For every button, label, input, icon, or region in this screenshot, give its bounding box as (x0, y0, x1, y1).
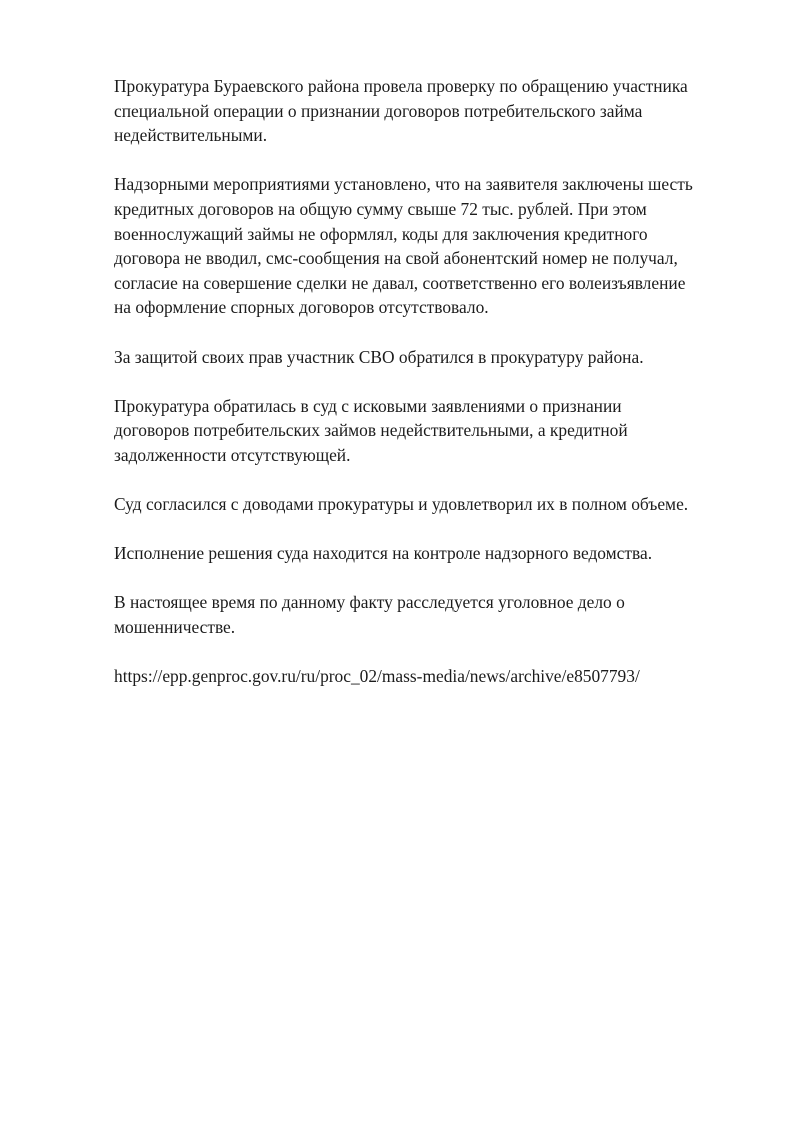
source-paragraph (114, 664, 754, 689)
document-body (114, 74, 754, 713)
text-line: Суд согласился с доводами прокуратуры и удовлетворил их в полном объеме. (114, 494, 689, 515)
paragraph-1 (114, 74, 754, 148)
text-line: Прокуратура Бураевского района провела проверку по обращению участника (114, 76, 688, 96)
text-line: специальной операции о признании договоров потребительского займа (114, 100, 643, 121)
text-line: Исполнение решения суда находится на контроле надзорного ведомства. (114, 543, 653, 564)
text-line: кредитных договоров на общую сумму свыше 72 тыс. рублей. При этом (114, 198, 647, 219)
text-line: Надзорными мероприятиями установлено, что на заявителя заключены шесть (114, 174, 693, 195)
text-line: договоров потребительских займов недействительными, а кредитной (114, 420, 628, 441)
source-url-link[interactable]: https://epp.genproc.gov.ru/ru/proc_02/mass-media/news/archive/e8507793/ (114, 666, 640, 687)
paragraph-6 (114, 541, 754, 566)
text-line: военнослужащий займы не оформлял, коды для заключения кредитного (114, 223, 648, 244)
text-line: недействительными. (114, 125, 268, 146)
paragraph-5 (114, 492, 754, 517)
text-line: задолженности отсутствующей. (114, 444, 351, 465)
text-line: согласие на совершение сделки не давал, соответственно его волеизъявление (114, 272, 686, 293)
text-line: За защитой своих прав участник СВО обратился в прокуратуру района. (114, 346, 644, 367)
paragraph-3 (114, 345, 754, 370)
text-line: на оформление спорных договоров отсутствовало. (114, 297, 489, 318)
text-line: договора не вводил, смс-сообщения на свой абонентский номер не получал, (114, 248, 678, 269)
text-line: Прокуратура обратилась в суд с исковыми заявлениями о признании (114, 395, 622, 416)
paragraph-4 (114, 394, 754, 468)
paragraph-7 (114, 590, 754, 639)
text-line: В настоящее время по данному факту расследуется уголовное дело о (114, 592, 625, 613)
paragraph-2 (114, 172, 754, 320)
text-line: мошенничестве. (114, 617, 236, 638)
